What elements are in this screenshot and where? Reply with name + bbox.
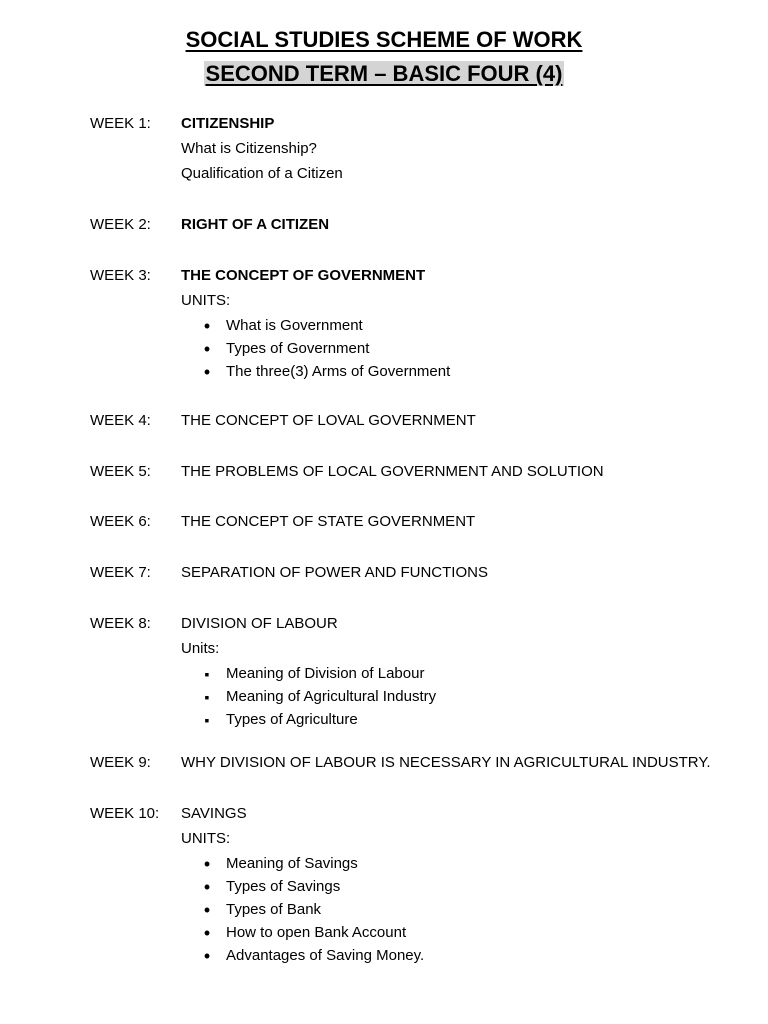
week-topic: DIVISION OF LABOUR (181, 615, 338, 632)
topic-line: What is Citizenship? (181, 140, 317, 157)
list-item (181, 877, 761, 900)
week-topic: WHY DIVISION OF LABOUR IS NECESSARY IN AGRICULTURAL INDUSTRY. (181, 754, 711, 771)
topic-line: Qualification of a Citizen (181, 165, 343, 182)
unit-text: Types of Government (226, 340, 370, 357)
list-item (181, 854, 761, 877)
square-bullet-icon (201, 664, 213, 685)
list-item (181, 687, 761, 710)
list-item (181, 664, 761, 687)
week-label: WEEK 5: (90, 463, 151, 480)
units-label: Units: (181, 640, 220, 657)
list-item (181, 710, 761, 733)
list-item (181, 316, 761, 339)
bullet-icon (201, 923, 213, 945)
list-item (181, 362, 761, 385)
unit-text: Types of Bank (226, 901, 322, 918)
week-topic: RIGHT OF A CITIZEN (181, 216, 330, 233)
square-bullet-icon (201, 687, 213, 708)
week-topic: CITIZENSHIP (181, 115, 275, 132)
unit-text: Meaning of Savings (226, 855, 358, 872)
unit-text: Types of Agriculture (226, 711, 358, 728)
bullet-icon (201, 316, 213, 338)
week-label: WEEK 1: (90, 115, 151, 132)
week-topic: THE CONCEPT OF STATE GOVERNMENT (181, 513, 476, 530)
week-label: WEEK 10: (90, 805, 160, 822)
unit-text: The three(3) Arms of Government (226, 363, 451, 380)
bullet-icon (201, 900, 213, 922)
week-label: WEEK 7: (90, 564, 151, 581)
subtitle-text: SECOND TERM – BASIC FOUR (4) (205, 61, 563, 86)
week-label: WEEK 2: (90, 216, 151, 233)
units-list (181, 854, 761, 969)
unit-text: How to open Bank Account (226, 924, 407, 941)
list-item (181, 339, 761, 362)
square-bullet-icon (201, 710, 213, 731)
week-topic: THE CONCEPT OF LOVAL GOVERNMENT (181, 412, 476, 429)
bullet-icon (201, 877, 213, 899)
week-label: WEEK 3: (90, 267, 151, 284)
week-label: WEEK 4: (90, 412, 151, 429)
list-item (181, 923, 761, 946)
unit-text: Types of Savings (226, 878, 341, 895)
week-topic: THE PROBLEMS OF LOCAL GOVERNMENT AND SOLUTION (181, 463, 604, 480)
document-title: SOCIAL STUDIES SCHEME OF WORK (185, 27, 583, 52)
list-item (181, 946, 761, 969)
week-topic: SEPARATION OF POWER AND FUNCTIONS (181, 564, 488, 581)
week-topic: SAVINGS (181, 805, 247, 822)
units-list (181, 316, 761, 385)
unit-text: Meaning of Agricultural Industry (226, 688, 437, 705)
unit-text: What is Government (226, 317, 363, 334)
units-label: UNITS: (181, 830, 231, 847)
unit-text: Advantages of Saving Money. (226, 947, 425, 964)
bullet-icon (201, 362, 213, 384)
list-item (181, 900, 761, 923)
bullet-icon (201, 946, 213, 968)
week-label: WEEK 8: (90, 615, 151, 632)
week-label: WEEK 9: (90, 754, 151, 771)
bullet-icon (201, 854, 213, 876)
units-list (181, 664, 761, 733)
document-subtitle (0, 61, 768, 87)
units-label: UNITS: (181, 292, 231, 309)
bullet-icon (201, 339, 213, 361)
week-label: WEEK 6: (90, 513, 151, 530)
week-topic: THE CONCEPT OF GOVERNMENT (181, 267, 426, 284)
unit-text: Meaning of Division of Labour (226, 665, 425, 682)
